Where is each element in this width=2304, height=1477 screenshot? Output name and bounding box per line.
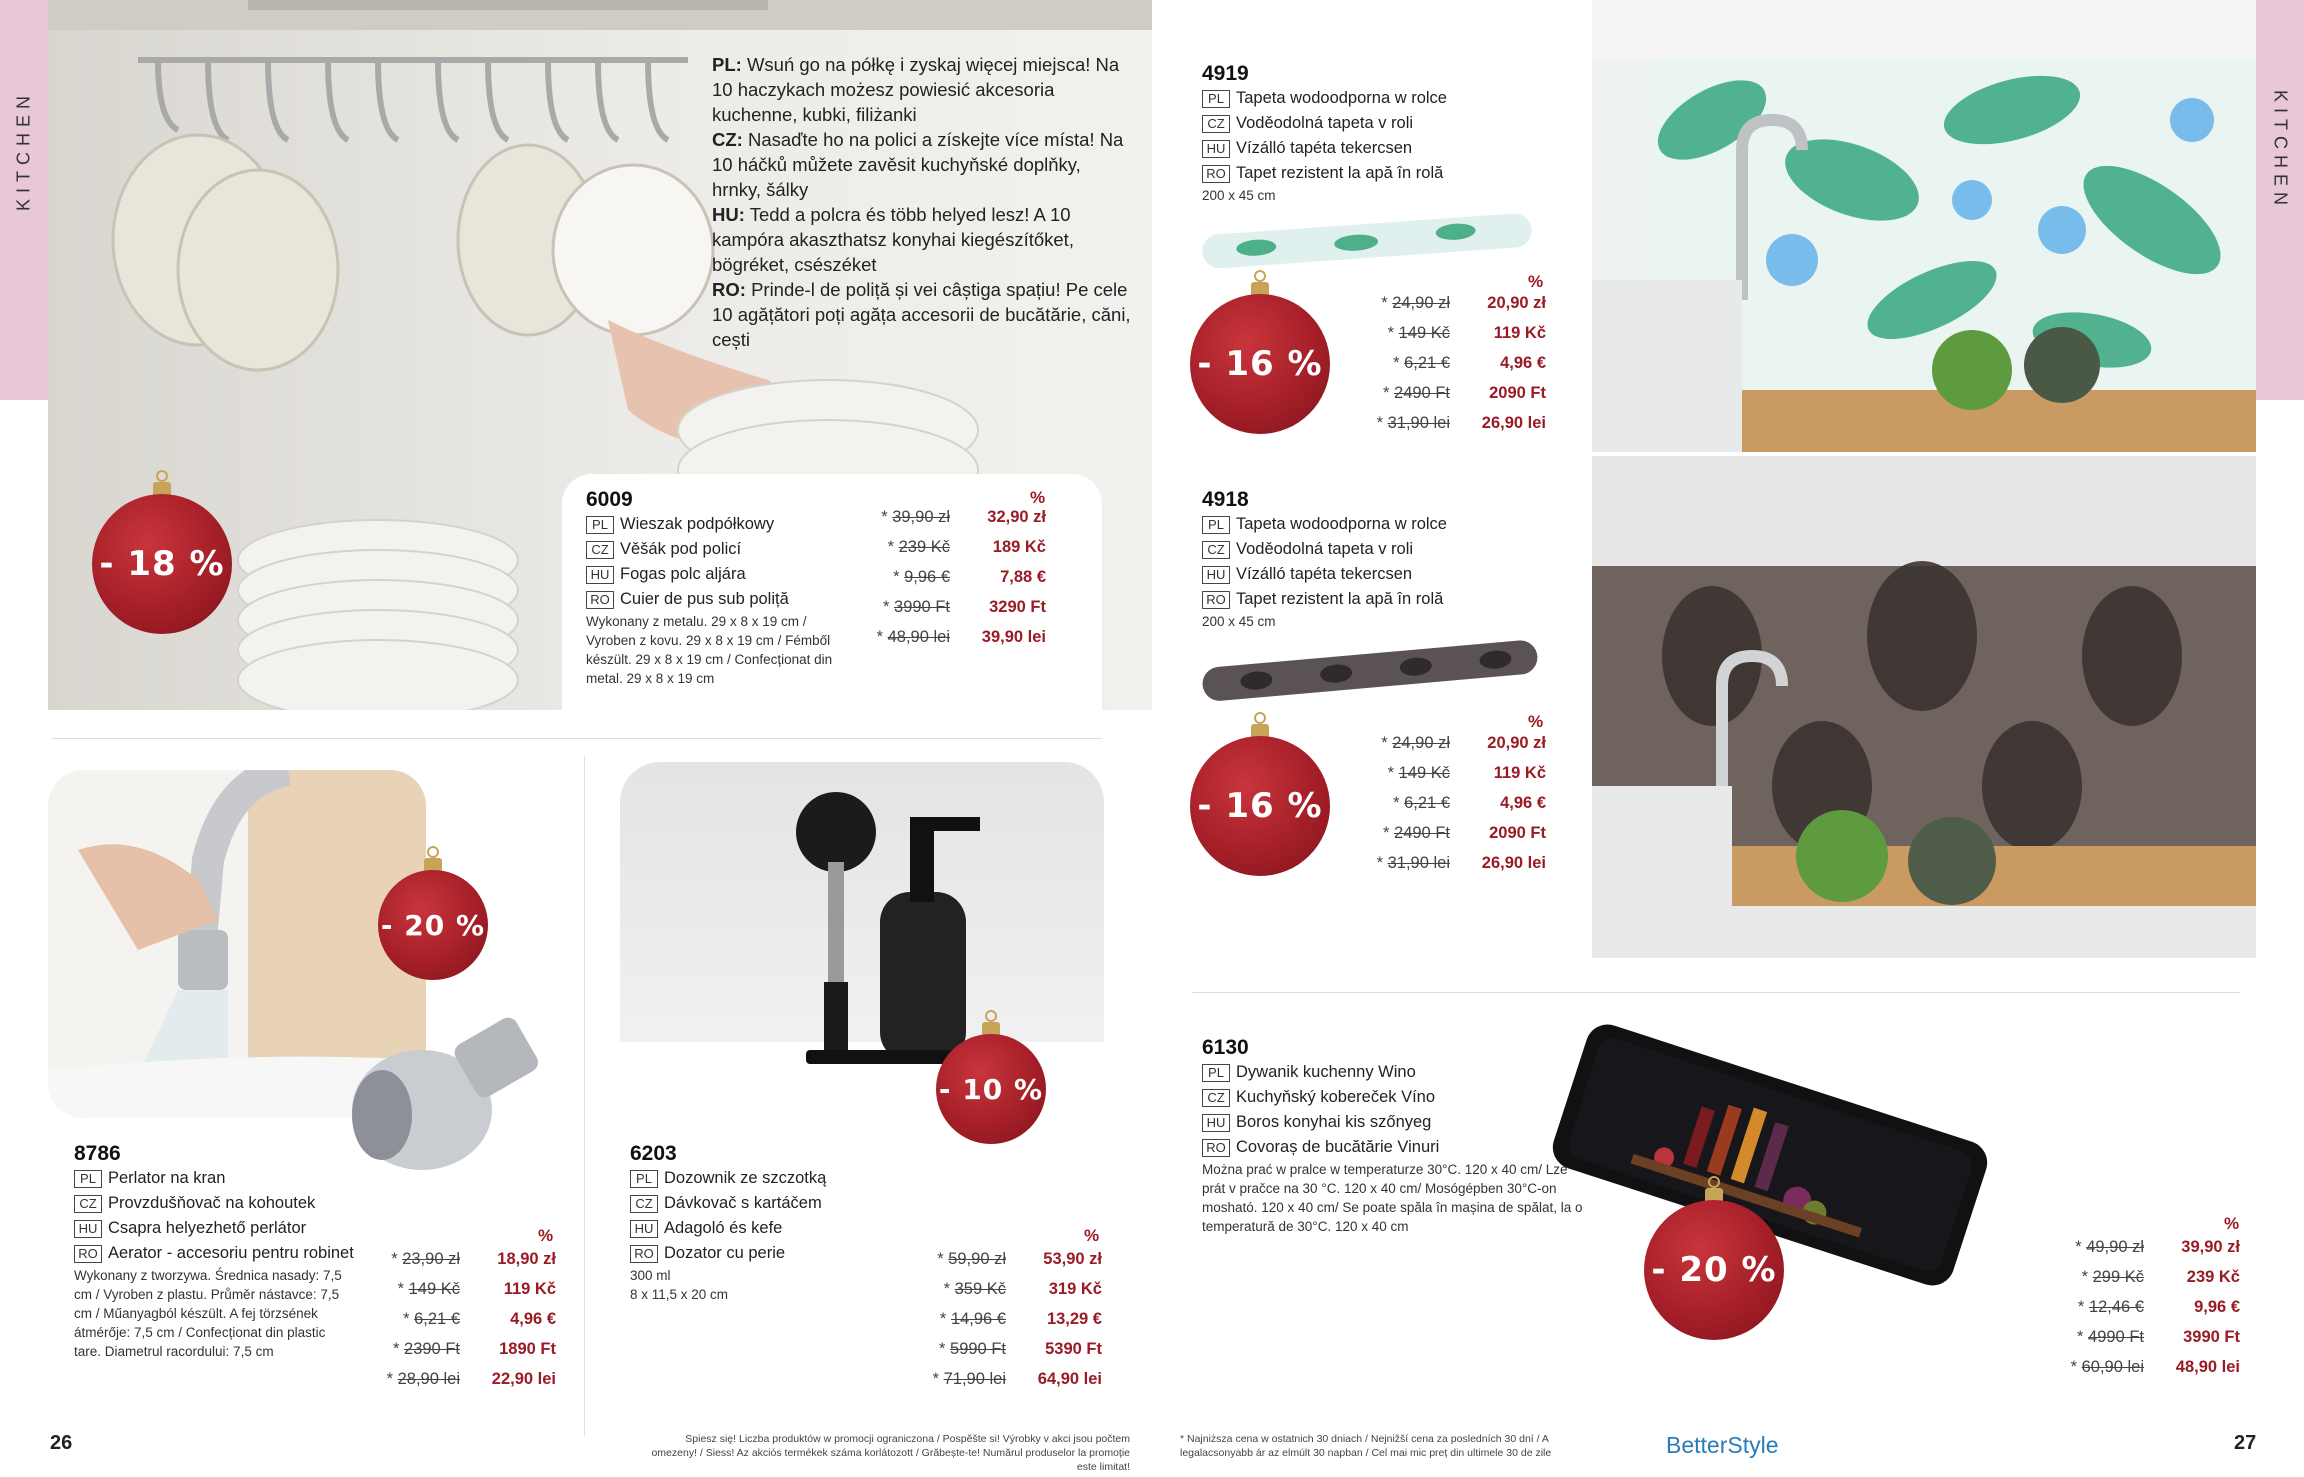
new-price: 4,96 € bbox=[1500, 794, 1546, 812]
new-price: 26,90 lei bbox=[1481, 414, 1546, 432]
brand-logo-style: Style bbox=[1727, 1432, 1779, 1458]
old-price: 71,90 lei bbox=[943, 1370, 1006, 1388]
lang-badge-hu: HU bbox=[630, 1220, 658, 1238]
new-price: 5390 Ft bbox=[1045, 1340, 1102, 1358]
lang-badge-ro: RO bbox=[1202, 591, 1230, 609]
new-price: 3990 Ft bbox=[2183, 1328, 2240, 1346]
new-price: 20,90 zł bbox=[1487, 294, 1546, 312]
old-price: 2490 Ft bbox=[1394, 824, 1450, 842]
new-price: 7,88 € bbox=[1000, 568, 1046, 586]
lang-badge-pl: PL bbox=[630, 1170, 658, 1188]
dark-roll-drawing bbox=[1196, 636, 1546, 706]
name-pl: Tapeta wodoodporna w rolce bbox=[1236, 89, 1447, 107]
intro-text bbox=[712, 52, 1132, 352]
new-price: 9,96 € bbox=[2194, 1298, 2240, 1316]
side-tab-left bbox=[0, 0, 48, 400]
new-price: 319 Kč bbox=[1048, 1280, 1102, 1298]
lang-badge-hu: HU bbox=[1202, 566, 1230, 584]
product-6203-info bbox=[630, 1142, 930, 1304]
name-cz: Voděodolná tapeta v roli bbox=[1236, 540, 1414, 558]
new-price: 1890 Ft bbox=[499, 1340, 556, 1358]
intro-hu-text: Tedd a polcra és több helyed lesz! A 10 kampóra akaszthatsz konyhai kiegészítőket, bögréket, csészéket bbox=[712, 204, 1074, 275]
lang-badge-hu: HU bbox=[1202, 140, 1230, 158]
intro-pl-label: PL: bbox=[712, 54, 742, 75]
wallpaper-photo-4918 bbox=[1592, 456, 2256, 958]
name-cz: Provzdušňovač na kohoutek bbox=[108, 1194, 316, 1212]
old-price: 6,21 € bbox=[1404, 354, 1450, 372]
lang-badge-cz: CZ bbox=[1202, 1089, 1230, 1107]
product-description: 200 x 45 cm bbox=[1202, 614, 1276, 629]
name-ro: Tapet rezistent la apă în rolă bbox=[1236, 164, 1444, 182]
name-cz: Kuchyňský kobereček Víno bbox=[1236, 1088, 1436, 1106]
aerator-photo-8786 bbox=[342, 1000, 562, 1180]
product-description: Wykonany z metalu. 29 x 8 x 19 cm / Vyroben z kovu. 29 x 8 x 19 cm / Fémből készült. 29 x 8 x 19 cm / Confecționat din metal. 29 x 8 x 19 cm bbox=[586, 614, 833, 686]
lang-badge-cz: CZ bbox=[586, 541, 614, 559]
roll-photo-4918 bbox=[1196, 636, 1546, 706]
discount-bauble-8786 bbox=[378, 846, 488, 996]
brand-logo-better: Better bbox=[1666, 1432, 1728, 1458]
new-price: 18,90 zł bbox=[497, 1250, 556, 1268]
old-price: 59,90 zł bbox=[948, 1250, 1006, 1268]
intro-ro-text: Prinde-l de poliță și vei câștiga spațiu! Pe cele 10 agățători poți agăța accesorii de bucătărie, căni, cești bbox=[712, 279, 1131, 350]
old-price: 149 Kč bbox=[408, 1280, 460, 1298]
old-price: 4990 Ft bbox=[2088, 1328, 2144, 1346]
product-names bbox=[1202, 86, 1502, 186]
side-tab-left-label: KITCHEN bbox=[13, 89, 34, 212]
name-pl: Wieszak podpółkowy bbox=[620, 515, 775, 533]
name-hu: Adagoló és kefe bbox=[664, 1219, 783, 1237]
old-price: 149 Kč bbox=[1398, 764, 1450, 782]
lang-badge-pl: PL bbox=[586, 516, 614, 534]
product-description: 300 ml bbox=[630, 1268, 671, 1283]
old-price: 6,21 € bbox=[414, 1310, 460, 1328]
new-price: 119 Kč bbox=[1493, 764, 1546, 782]
name-pl: Dywanik kuchenny Wino bbox=[1236, 1063, 1416, 1081]
new-price: 4,96 € bbox=[1500, 354, 1546, 372]
lang-badge-pl: PL bbox=[74, 1170, 102, 1188]
discount-label: - 20 % bbox=[1651, 1250, 1777, 1290]
old-price: 49,90 zł bbox=[2086, 1238, 2144, 1256]
discount-bauble-6130 bbox=[1644, 1176, 1784, 1356]
old-price: 14,96 € bbox=[950, 1310, 1006, 1328]
old-price: 359 Kč bbox=[954, 1280, 1006, 1298]
discount-bauble-6009 bbox=[92, 470, 232, 650]
price-table-4919: % * 24,90 zł 20,90 zł * 149 Kč 119 Kč * 6,21 € 4,96 € * 2490 Ft 2090 Ft * 31,90 lei 26,90 lei bbox=[1376, 272, 1546, 432]
discount-bauble-4918 bbox=[1190, 712, 1330, 892]
name-pl: Perlator na kran bbox=[108, 1169, 226, 1187]
new-price: 39,90 zł bbox=[2181, 1238, 2240, 1256]
product-names bbox=[586, 512, 886, 612]
old-price: 239 Kč bbox=[898, 538, 950, 556]
product-names bbox=[630, 1166, 930, 1266]
new-price: 3290 Ft bbox=[989, 598, 1046, 616]
lang-badge-ro: RO bbox=[1202, 1139, 1230, 1157]
discount-bauble-6203 bbox=[936, 1010, 1046, 1160]
old-price: 2490 Ft bbox=[1394, 384, 1450, 402]
product-description: Można prać w pralce w temperaturze 30°C. 120 x 40 cm/ Lze prát v pračce na 30 °C. 120 x 40 cm/ Mosógépben 30°C-on mosható. 120 x 40 cm/ Se poate spăla în mașina de spălat, la o temperatură de 30°C. 120 x 40 cm bbox=[1202, 1162, 1583, 1234]
discount-label: - 20 % bbox=[380, 908, 486, 942]
old-price: 3990 Ft bbox=[894, 598, 950, 616]
lang-badge-ro: RO bbox=[630, 1245, 658, 1263]
product-code: 6009 bbox=[586, 488, 633, 511]
new-price: 119 Kč bbox=[503, 1280, 556, 1298]
old-price: 39,90 zł bbox=[892, 508, 950, 526]
product-description: Wykonany z tworzywa. Średnica nasady: 7,5 cm / Vyroben z plastu. Průměr nástavce: 7,5 cm / Műanyagból készült. A fej törzsének átmérője: 7,5 cm / Confecționat din plastic tare. Diametrul racordului: 7,5 cm bbox=[74, 1268, 342, 1359]
new-price: 53,90 zł bbox=[1043, 1250, 1102, 1268]
name-hu: Csapra helyezhető perlátor bbox=[108, 1219, 307, 1237]
old-price: 31,90 lei bbox=[1387, 414, 1450, 432]
new-price: 239 Kč bbox=[2186, 1268, 2240, 1286]
new-price: 2090 Ft bbox=[1489, 384, 1546, 402]
name-hu: Vízálló tapéta tekercsen bbox=[1236, 565, 1413, 583]
percent-label: % bbox=[2224, 1214, 2240, 1233]
product-description: 200 x 45 cm bbox=[1202, 188, 1276, 203]
old-price: 5990 Ft bbox=[950, 1340, 1006, 1358]
price-table-6130: % * 49,90 zł 39,90 zł * 299 Kč 239 Kč * 12,46 € 9,96 € * 4990 Ft 3990 Ft * 60,90 lei 48,90 lei bbox=[2070, 1214, 2240, 1376]
percent-label: % bbox=[1084, 1226, 1100, 1245]
lang-badge-pl: PL bbox=[1202, 90, 1230, 108]
old-price: 2390 Ft bbox=[404, 1340, 460, 1358]
new-price: 2090 Ft bbox=[1489, 824, 1546, 842]
divider-left bbox=[52, 738, 1102, 739]
product-names bbox=[1202, 512, 1502, 612]
product-4918-info bbox=[1202, 488, 1502, 631]
name-ro: Tapet rezistent la apă în rolă bbox=[1236, 590, 1444, 608]
new-price: 48,90 lei bbox=[2175, 1358, 2240, 1376]
new-price: 64,90 lei bbox=[1037, 1370, 1102, 1388]
discount-label: - 18 % bbox=[99, 544, 225, 584]
old-price: 60,90 lei bbox=[2081, 1358, 2144, 1376]
old-price: 9,96 € bbox=[904, 568, 950, 586]
damask-wallpaper-drawing bbox=[1592, 456, 2256, 958]
name-pl: Tapeta wodoodporna w rolce bbox=[1236, 515, 1447, 533]
new-price: 39,90 lei bbox=[981, 628, 1046, 646]
new-price: 32,90 zł bbox=[987, 508, 1046, 526]
old-price: 31,90 lei bbox=[1387, 854, 1450, 872]
name-ro: Covoraș de bucătărie Vinuri bbox=[1236, 1138, 1440, 1156]
footer-note-right: * Najniższa cena w ostatnich 30 dniach / Nejnižší cena za posledních 30 dní / A legalacsonyabb ár az elmúlt 30 napban / Cel mai mic preț din ultimele 30 de zile bbox=[1180, 1433, 1552, 1459]
side-tab-right-label: KITCHEN bbox=[2270, 89, 2291, 212]
name-hu: Boros konyhai kis szőnyeg bbox=[1236, 1113, 1432, 1131]
percent-label: % bbox=[1030, 488, 1046, 507]
new-price: 13,29 € bbox=[1046, 1310, 1102, 1328]
page-number-right: 27 bbox=[2234, 1432, 2257, 1454]
name-ro: Cuier de pus sub poliță bbox=[620, 590, 789, 608]
intro-hu-label: HU: bbox=[712, 204, 745, 225]
green-roll-drawing bbox=[1196, 210, 1536, 270]
lang-badge-cz: CZ bbox=[630, 1195, 658, 1213]
divider-right bbox=[1192, 992, 2240, 993]
discount-bauble-4919 bbox=[1190, 270, 1330, 450]
old-price: 299 Kč bbox=[2092, 1268, 2144, 1286]
price-table-6009: % * 39,90 zł 32,90 zł * 239 Kč 189 Kč * 9,96 € 7,88 € * 3990 Ft 3290 Ft * 48,90 lei 39,90 lei bbox=[876, 488, 1046, 646]
new-price: 26,90 lei bbox=[1481, 854, 1546, 872]
price-table-4918: % * 24,90 zł 20,90 zł * 149 Kč 119 Kč * 6,21 € 4,96 € * 2490 Ft 2090 Ft * 31,90 lei 26,90 lei bbox=[1376, 712, 1546, 872]
old-price: 6,21 € bbox=[1404, 794, 1450, 812]
price-table-6203: % * 59,90 zł 53,90 zł * 359 Kč 319 Kč * 14,96 € 13,29 € * 5990 Ft 5390 Ft * 71,90 lei 64,90 lei bbox=[932, 1226, 1102, 1388]
old-price: 12,46 € bbox=[2088, 1298, 2144, 1316]
lang-badge-pl: PL bbox=[1202, 516, 1230, 534]
product-code: 8786 bbox=[74, 1142, 121, 1165]
roll-photo-4919 bbox=[1196, 210, 1536, 270]
product-code: 4919 bbox=[1202, 62, 1249, 85]
percent-label: % bbox=[1528, 272, 1544, 291]
percent-label: % bbox=[1528, 712, 1544, 731]
lang-badge-ro: RO bbox=[1202, 165, 1230, 183]
product-4919-info bbox=[1202, 62, 1502, 205]
leaf-wallpaper-drawing bbox=[1592, 0, 2256, 452]
product-names bbox=[74, 1166, 364, 1266]
percent-label: % bbox=[538, 1226, 554, 1245]
lang-badge-cz: CZ bbox=[1202, 541, 1230, 559]
discount-label: - 10 % bbox=[938, 1072, 1044, 1106]
product-code: 4918 bbox=[1202, 488, 1249, 511]
old-price: 149 Kč bbox=[1398, 324, 1450, 342]
old-price: 24,90 zł bbox=[1392, 734, 1450, 752]
lang-badge-hu: HU bbox=[1202, 1114, 1230, 1132]
lang-badge-ro: RO bbox=[586, 591, 614, 609]
footer-note-left: Spiesz się! Liczba produktów w promocji ograniczona / Pospěšte si! Výrobky v akci jsou počtem omezeny! / Siess! Az akciós termékek száma korlátozott / Grăbește-te! Numărul produselor la promoție este limitat! bbox=[651, 1433, 1130, 1473]
new-price: 4,96 € bbox=[510, 1310, 556, 1328]
discount-label: - 16 % bbox=[1197, 344, 1323, 384]
intro-pl-text: Wsuń go na półkę i zyskaj więcej miejsca! Na 10 haczykach możesz powiesić akcesoria kuchenne, kubki, filiżanki bbox=[712, 54, 1120, 125]
side-tab-right bbox=[2256, 0, 2304, 400]
name-hu: Fogas polc aljára bbox=[620, 565, 746, 583]
lang-badge-cz: CZ bbox=[1202, 115, 1230, 133]
product-code: 6203 bbox=[630, 1142, 677, 1165]
name-cz: Voděodolná tapeta v roli bbox=[1236, 114, 1414, 132]
lang-badge-pl: PL bbox=[1202, 1064, 1230, 1082]
name-cz: Věšák pod policí bbox=[620, 540, 742, 558]
product-6009-info bbox=[586, 488, 886, 688]
divider-vertical bbox=[584, 756, 585, 1436]
page-number-left: 26 bbox=[50, 1432, 73, 1454]
old-price: 48,90 lei bbox=[887, 628, 950, 646]
name-ro: Dozator cu perie bbox=[664, 1244, 786, 1262]
product-8786-info bbox=[74, 1142, 364, 1361]
new-price: 189 Kč bbox=[992, 538, 1046, 556]
new-price: 119 Kč bbox=[1493, 324, 1546, 342]
name-hu: Vízálló tapéta tekercsen bbox=[1236, 139, 1413, 157]
aerator-drawing bbox=[342, 1000, 562, 1180]
new-price: 22,90 lei bbox=[491, 1370, 556, 1388]
new-price: 20,90 zł bbox=[1487, 734, 1546, 752]
name-ro: Aerator - accesoriu pentru robinet bbox=[108, 1244, 354, 1262]
lang-badge-cz: CZ bbox=[74, 1195, 102, 1213]
old-price: 23,90 zł bbox=[402, 1250, 460, 1268]
name-cz: Dávkovač s kartáčem bbox=[664, 1194, 822, 1212]
lang-badge-hu: HU bbox=[586, 566, 614, 584]
intro-cz-text: Nasaďte ho na polici a získejte více místa! Na 10 háčků můžete zavěsit kuchyňské doplňky, hrnky, šálky bbox=[712, 129, 1124, 200]
wallpaper-photo-4919 bbox=[1592, 0, 2256, 452]
price-table-8786: % * 23,90 zł 18,90 zł * 149 Kč 119 Kč * 6,21 € 4,96 € * 2390 Ft 1890 Ft * 28,90 lei 22,90 lei bbox=[386, 1226, 556, 1388]
product-dimensions: 8 x 11,5 x 20 cm bbox=[630, 1287, 729, 1302]
brand-logo bbox=[1666, 1432, 1779, 1459]
old-price: 28,90 lei bbox=[397, 1370, 460, 1388]
name-pl: Dozownik ze szczotką bbox=[664, 1169, 827, 1187]
intro-ro-label: RO: bbox=[712, 279, 746, 300]
discount-label: - 16 % bbox=[1197, 786, 1323, 826]
old-price: 24,90 zł bbox=[1392, 294, 1450, 312]
product-code: 6130 bbox=[1202, 1036, 1249, 1059]
lang-badge-ro: RO bbox=[74, 1245, 102, 1263]
intro-cz-label: CZ: bbox=[712, 129, 743, 150]
lang-badge-hu: HU bbox=[74, 1220, 102, 1238]
